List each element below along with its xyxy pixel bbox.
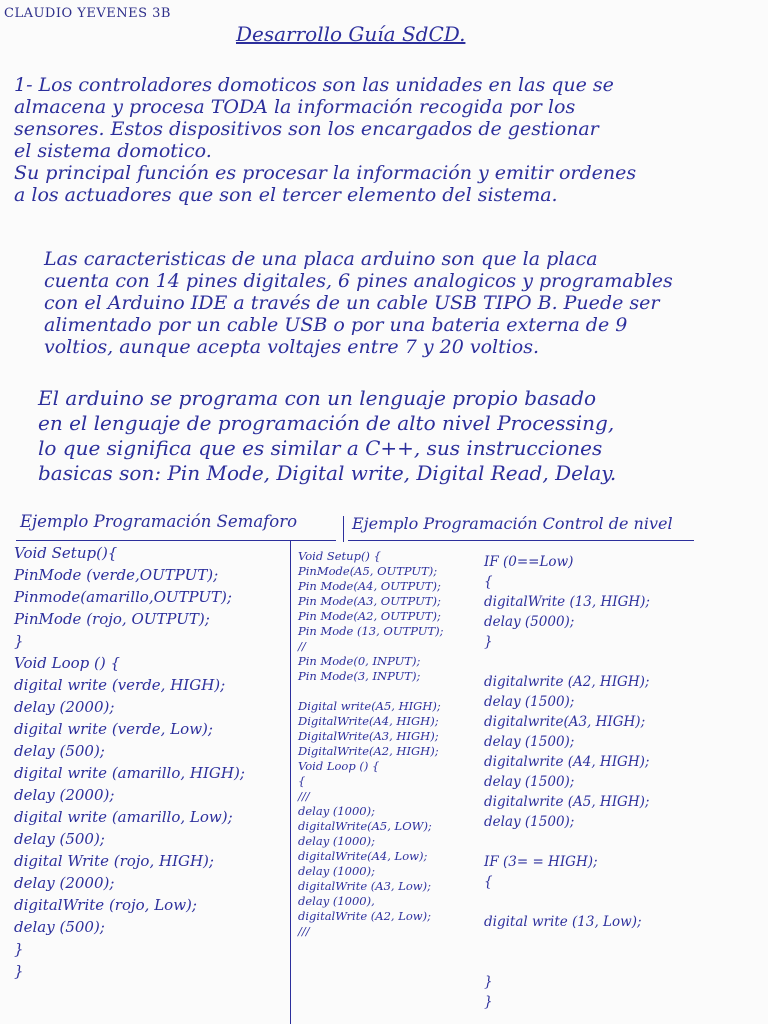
text-line: delay (1000); xyxy=(298,864,375,878)
text-line: delay (1500); xyxy=(484,694,575,710)
control-nivel-heading: Ejemplo Programación Control de nivel xyxy=(352,514,673,533)
text-line: { xyxy=(298,774,306,788)
text-line: Digital write(A5, HIGH); xyxy=(298,699,441,713)
text-line: delay (1500); xyxy=(484,734,575,750)
text-line: delay (1000), xyxy=(298,894,375,908)
text-line: PinMode(A5, OUTPUT); xyxy=(298,564,438,578)
heading-divider xyxy=(343,516,344,542)
text-line: /// xyxy=(298,924,310,938)
text-line: digital write (13, Low); xyxy=(484,914,642,930)
text-line xyxy=(484,952,650,972)
text-line: alimentado por un cable USB o por una bateria externa de 9 xyxy=(44,314,628,336)
text-line: IF (0==Low) xyxy=(484,554,574,570)
text-line: Pin Mode(A3, OUTPUT); xyxy=(298,594,441,608)
text-line: delay (500); xyxy=(14,918,105,936)
text-line: sensores. Estos dispositivos son los encargados de gestionar xyxy=(14,118,599,140)
heading-underline-right xyxy=(348,540,694,541)
text-line: } xyxy=(14,940,24,958)
text-line: Su principal función es procesar la información y emitir ordenes xyxy=(14,162,637,184)
text-line: delay (2000); xyxy=(14,874,115,892)
text-line: el sistema domotico. xyxy=(14,140,212,162)
text-line xyxy=(484,832,650,852)
text-line: 1- Los controladores domoticos son las unidades en las que se xyxy=(14,74,614,96)
text-line: { xyxy=(484,874,493,890)
text-line: delay (5000); xyxy=(484,614,575,630)
text-line: Las caracteristicas de una placa arduino son que la placa xyxy=(44,248,598,270)
text-line: PinMode (rojo, OUTPUT); xyxy=(14,610,210,628)
text-line xyxy=(298,684,443,699)
paragraph-caracteristicas xyxy=(44,248,673,358)
paragraph-programacion xyxy=(38,386,616,486)
text-line: } xyxy=(14,962,24,980)
text-line: cuenta con 14 pines digitales, 6 pines analogicos y programables xyxy=(44,270,673,292)
semaforo-code-block xyxy=(14,542,245,982)
text-line: delay (1000); xyxy=(298,804,375,818)
text-line: } xyxy=(484,994,493,1010)
text-line: Pin Mode(A2, OUTPUT); xyxy=(298,609,441,623)
text-line: El arduino se programa con un lenguaje propio basado xyxy=(38,386,597,410)
page-title: Desarrollo Guía SdCD. xyxy=(236,22,466,46)
text-line: digitalwrite (A4, HIGH); xyxy=(484,754,650,770)
text-line: digitalwrite (A2, HIGH); xyxy=(484,674,650,690)
text-line: Pin Mode (13, OUTPUT); xyxy=(298,624,444,638)
text-line: Pin Mode(3, INPUT); xyxy=(298,669,421,683)
text-line: Pin Mode(A4, OUTPUT); xyxy=(298,579,441,593)
author-name: CLAUDIO YEVENES 3B xyxy=(4,6,171,21)
text-line: digitalWrite (A2, Low); xyxy=(298,909,431,923)
text-line: PinMode (verde,OUTPUT); xyxy=(14,566,219,584)
text-line: /// xyxy=(298,789,310,803)
text-line: } xyxy=(14,632,24,650)
text-line: Void Loop () { xyxy=(14,654,121,672)
text-line: delay (500); xyxy=(14,830,105,848)
text-line: digital write (verde, HIGH); xyxy=(14,676,226,694)
text-line: lo que significa que es similar a C++, sus instrucciones xyxy=(38,436,603,460)
text-line: IF (3= = HIGH); xyxy=(484,854,598,870)
text-line: Void Loop () { xyxy=(298,759,380,773)
text-line: { xyxy=(484,574,493,590)
text-line: delay (1000); xyxy=(298,834,375,848)
text-line: digitalWrite (rojo, Low); xyxy=(14,896,197,914)
text-line: voltios, aunque acepta voltajes entre 7 y 20 voltios. xyxy=(44,336,540,358)
text-line: en el lenguaje de programación de alto nivel Processing, xyxy=(38,411,615,435)
semaforo-heading: Ejemplo Programación Semaforo xyxy=(20,512,298,531)
text-line: Pinmode(amarillo,OUTPUT); xyxy=(14,588,232,606)
text-line: Void Setup() { xyxy=(298,549,381,563)
text-line: digital write (amarillo, Low); xyxy=(14,808,233,826)
text-line: digitalwrite(A3, HIGH); xyxy=(484,714,646,730)
text-line: digitalWrite(A4, Low); xyxy=(298,849,428,863)
text-line: digitalWrite(A5, LOW); xyxy=(298,819,432,833)
text-line: con el Arduino IDE a través de un cable USB TIPO B. Puede ser xyxy=(44,292,660,314)
text-line xyxy=(484,892,650,912)
nivel-code-block-right xyxy=(484,552,650,1012)
text-line: Pin Mode(0, INPUT); xyxy=(298,654,421,668)
text-line: delay (2000); xyxy=(14,786,115,804)
text-line: digital write (verde, Low); xyxy=(14,720,213,738)
text-line: digitalWrite (A3, Low); xyxy=(298,879,431,893)
text-line: digital write (amarillo, HIGH); xyxy=(14,764,245,782)
text-line: Void Setup(){ xyxy=(14,544,118,562)
text-line: delay (2000); xyxy=(14,698,115,716)
heading-underline-left xyxy=(16,540,336,541)
text-line xyxy=(484,652,650,672)
nivel-code-block-left xyxy=(298,549,443,939)
text-line: DigitalWrite(A3, HIGH); xyxy=(298,729,439,743)
column-divider xyxy=(290,540,291,1024)
text-line: delay (500); xyxy=(14,742,105,760)
text-line: almacena y procesa TODA la información recogida por los xyxy=(14,96,576,118)
text-line xyxy=(484,932,650,952)
text-line: DigitalWrite(A4, HIGH); xyxy=(298,714,439,728)
paragraph-controladores xyxy=(14,74,636,206)
text-line: a los actuadores que son el tercer elemento del sistema. xyxy=(14,184,558,206)
text-line: // xyxy=(298,639,306,653)
text-line: } xyxy=(484,634,493,650)
text-line: delay (1500); xyxy=(484,814,575,830)
text-line: delay (1500); xyxy=(484,774,575,790)
text-line: digital Write (rojo, HIGH); xyxy=(14,852,214,870)
text-line: digitalWrite (13, HIGH); xyxy=(484,594,650,610)
text-line: digitalwrite (A5, HIGH); xyxy=(484,794,650,810)
text-line: DigitalWrite(A2, HIGH); xyxy=(298,744,439,758)
text-line: basicas son: Pin Mode, Digital write, Digital Read, Delay. xyxy=(38,461,617,485)
text-line: } xyxy=(484,974,493,990)
